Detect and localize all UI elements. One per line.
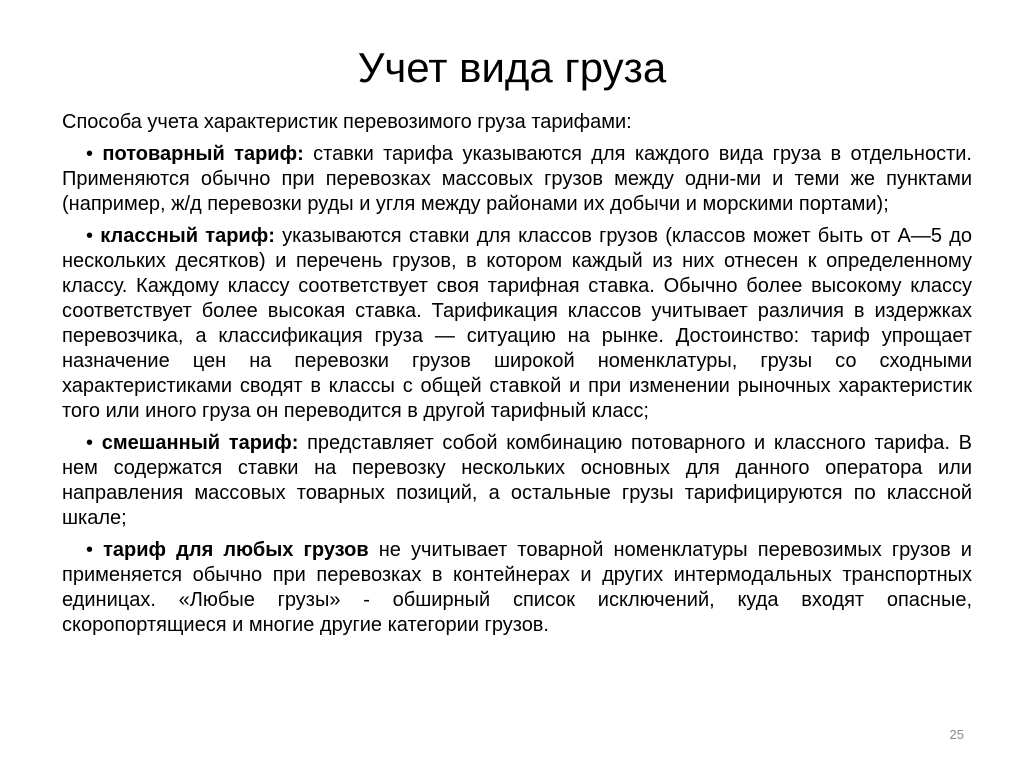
item-term: классный тариф: xyxy=(100,225,275,247)
item-term: потоварный тариф: xyxy=(102,143,304,165)
item-term: тариф для любых грузов xyxy=(103,539,369,561)
bullet-icon: • xyxy=(86,143,94,165)
item-text: не учитывает товарной номенклатуры перевозимых грузов и применяется обычно при перевозках в контейнерах и других интермодальных транспортных единицах. «Любые грузы» - обширный список исключений, куда входят опасные, скоропортящиеся и многие другие категории грузов. xyxy=(62,539,972,636)
list-item-mixed-tariff xyxy=(62,431,972,531)
slide-body xyxy=(62,110,972,645)
item-text: ставки тарифа указываются для каждого вида груза в отдельности. Применяются обычно при перевозках массовых грузов между одни-ми и теми же пунктами (например, ж/д перевозки руды и угля между районами их добычи и морскими портами); xyxy=(62,143,972,215)
intro-text: Способа учета характеристик перевозимого груза тарифами: xyxy=(62,111,632,133)
list-item-commodity-tariff xyxy=(62,142,972,217)
bullet-icon: • xyxy=(86,225,94,247)
item-text: представляет собой комбинацию потоварного и классного тарифа. В нем содержатся ставки на перевозку нескольких основных для данного оператора или направления массовых товарных позиций, а остальные грузы тарифицируются по классной шкале; xyxy=(62,432,973,529)
slide-title: Учет вида груза xyxy=(357,44,667,91)
bullet-icon: • xyxy=(86,539,94,561)
item-text: указываются ставки для классов грузов (классов может быть от А—5 до нескольких десятков) и перечень грузов, в котором каждый из них отнесен к определенному классу. Каждому классу соответствует своя тарифная ставка. Обычно более высокому классу соответствует более высокая ставка. Тарификация классов учитывает различия в издержках перевозчика, а классификация груза — ситуацию на рынке. Достоинство: тариф упрощает назначение цен на перевозки грузов широкой номенклатуры, грузы со сходными характеристиками сводят в классы с общей ставкой и при изменении рыночных характеристик того или иного груза он переводится в другой тарифный класс; xyxy=(62,225,972,422)
list-item-any-cargo-tariff xyxy=(62,538,972,638)
bullet-icon: • xyxy=(86,432,94,454)
page-number: 25 xyxy=(949,727,964,742)
item-term: смешанный тариф: xyxy=(101,432,299,454)
list-item-class-tariff xyxy=(62,224,972,424)
